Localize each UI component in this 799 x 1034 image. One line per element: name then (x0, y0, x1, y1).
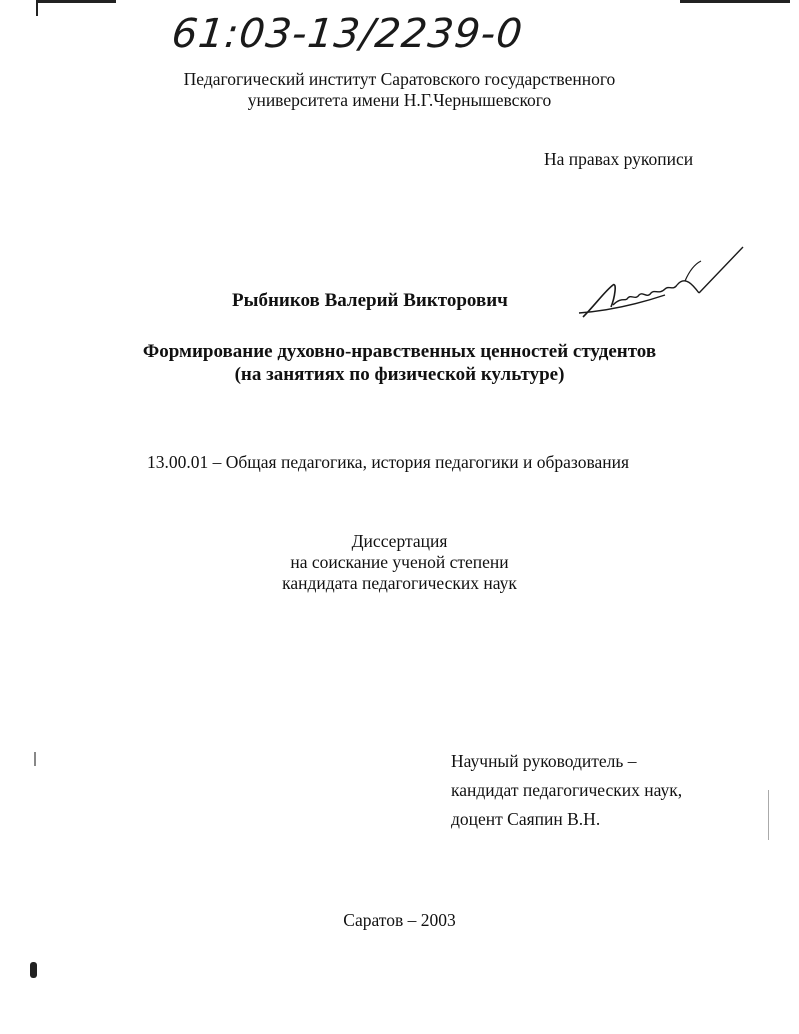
place-year: Саратов – 2003 (343, 910, 456, 930)
scan-tick-left (34, 752, 36, 766)
scan-edge-top-right (680, 0, 790, 3)
institution-line-1: Педагогический институт Саратовского государственного (183, 69, 616, 89)
scan-edge-top-left (36, 0, 116, 3)
rights-note: На правах рукописи (544, 149, 694, 169)
signature-icon (575, 245, 750, 330)
degree-line-2: на соискание ученой степени (290, 552, 509, 572)
supervisor-line-2: кандидат педагогических наук, (451, 780, 683, 800)
supervisor-line-1: Научный руководитель – (451, 751, 637, 771)
title-line-1: Формирование духовно-нравственных ценностей студентов (142, 341, 657, 362)
catalog-number: 61:03-13/2239-0 (169, 11, 526, 57)
specialty: 13.00.01 – Общая педагогика, история педагогики и образования (147, 452, 630, 472)
degree-line-1: Диссертация (351, 531, 448, 551)
scan-dot-left (30, 962, 37, 978)
institution-line-2: университета имени Н.Г.Чернышевского (247, 90, 552, 110)
title-line-2: (на занятиях по физической культуре) (234, 364, 565, 385)
supervisor-line-3: доцент Саяпин В.Н. (451, 809, 601, 829)
author-name: Рыбников Валерий Викторович (232, 290, 508, 311)
scan-edge-left (36, 0, 38, 16)
degree-line-3: кандидата педагогических наук (282, 573, 517, 593)
scan-tick-right (768, 790, 769, 840)
